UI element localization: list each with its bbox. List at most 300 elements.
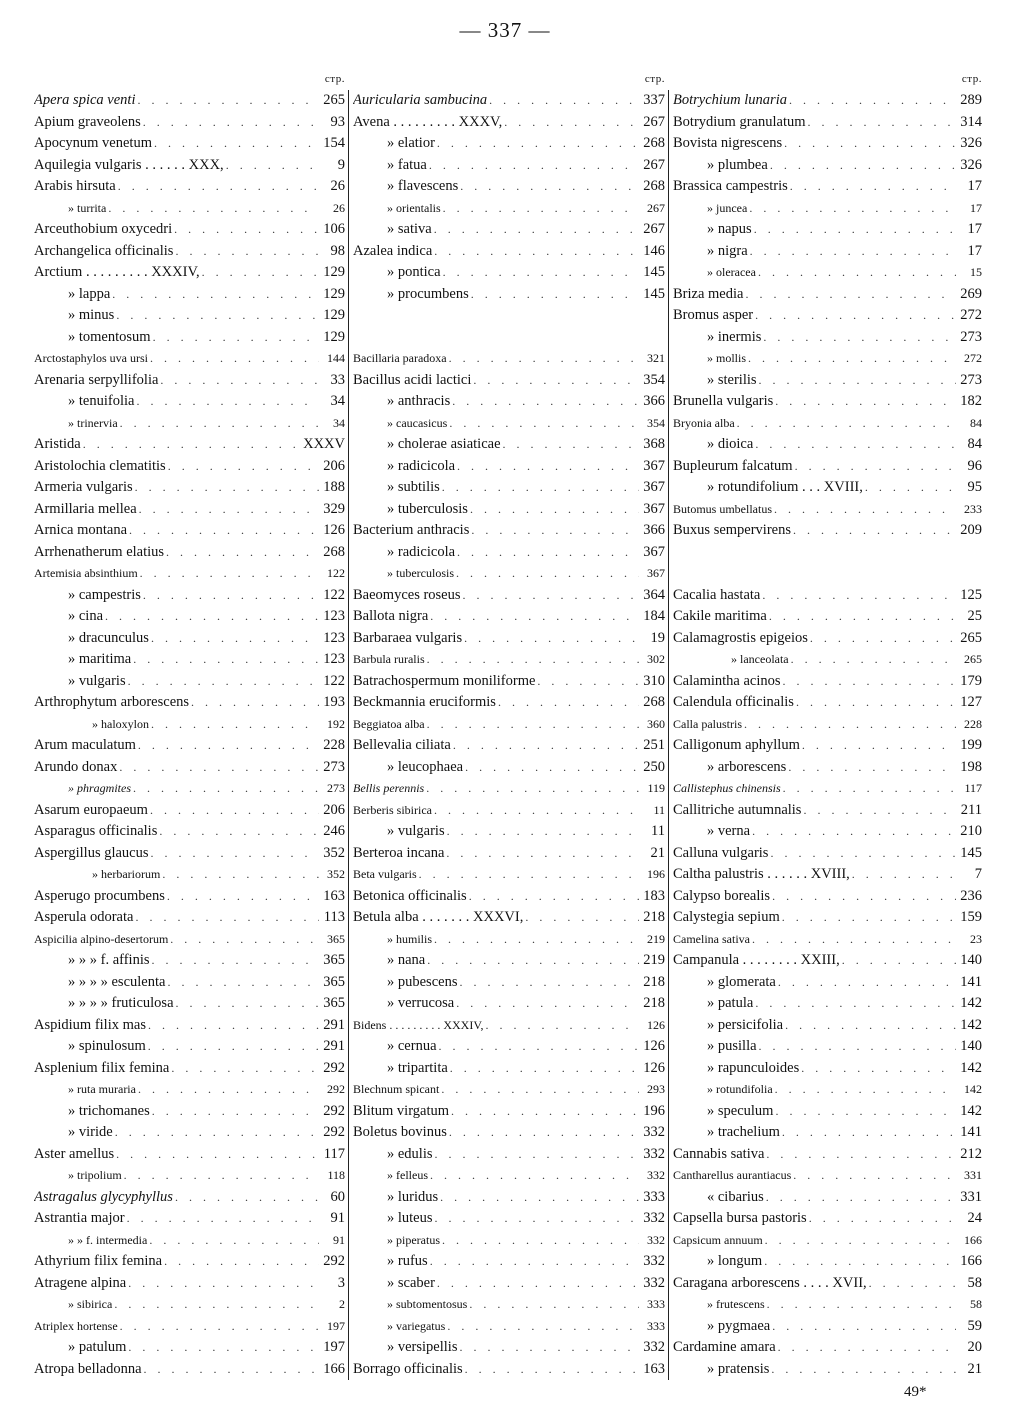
entry-page: 367 <box>643 543 665 560</box>
index-entry <box>34 585 345 607</box>
entry-term: » plumbea <box>707 156 768 173</box>
leader-dots <box>159 821 319 843</box>
index-entry <box>353 262 665 284</box>
entry-term: » lappa <box>68 285 111 302</box>
entry-term: » tuberculosis <box>387 500 468 517</box>
leader-dots <box>456 563 639 585</box>
entry-term: » cernua <box>387 1038 437 1054</box>
leader-dots <box>115 1122 319 1144</box>
index-entry <box>353 864 665 886</box>
index-entry <box>673 155 982 177</box>
index-entry <box>353 1144 665 1166</box>
index-entry <box>34 327 345 349</box>
entry-page: 117 <box>323 1145 345 1162</box>
entry-term: Caltha palustris . . . . . . XVIII, <box>673 866 850 882</box>
entry-page: 93 <box>330 113 345 130</box>
entry-term: » maritima <box>68 651 132 667</box>
index-entry <box>353 176 665 198</box>
leader-dots <box>785 1015 956 1037</box>
index-entry <box>353 391 665 413</box>
entry-term: Cacalia hastata <box>673 586 761 603</box>
index-entry <box>353 950 665 972</box>
index-entry <box>353 843 665 865</box>
leader-dots <box>191 692 319 714</box>
leader-dots <box>226 155 319 177</box>
leader-dots <box>471 520 639 542</box>
entry-page: 34 <box>330 393 345 409</box>
entry-term: Calypso borealis <box>673 887 771 904</box>
index-entry <box>353 499 665 521</box>
entry-page: 331 <box>964 1168 982 1182</box>
leader-dots <box>456 993 639 1015</box>
leader-dots <box>782 1122 956 1144</box>
entry-term: » variegatus <box>387 1318 446 1333</box>
leader-dots <box>129 520 319 542</box>
entry-term: » tomentosum <box>68 328 151 345</box>
leader-dots <box>869 1273 956 1295</box>
entry-term: Bromus asper <box>673 307 754 323</box>
index-entry <box>34 241 345 263</box>
entry-term: » inermis <box>707 328 762 345</box>
entry-term: » frutescens <box>707 1297 765 1311</box>
entry-term: Barbula ruralis <box>353 652 425 666</box>
entry-page: 326 <box>960 135 982 151</box>
entry-page: XXXV <box>303 436 345 452</box>
entry-page: 218 <box>643 973 665 990</box>
entry-term: Arenaria serpyllifolia <box>34 371 159 388</box>
leader-dots <box>744 714 956 736</box>
index-entry <box>673 305 982 327</box>
leader-dots <box>767 1294 956 1316</box>
entry-page: 228 <box>964 716 982 731</box>
index-entry <box>353 692 665 714</box>
index-entry <box>673 821 982 843</box>
entry-term: » vulgaris <box>68 672 126 689</box>
leader-dots <box>770 155 956 177</box>
entry-page: 321 <box>647 351 665 365</box>
entry-term: Beggiatoa alba <box>353 716 425 731</box>
index-entry <box>34 757 345 779</box>
entry-page: 367 <box>647 566 665 580</box>
index-entry <box>673 1208 982 1230</box>
leader-dots <box>783 671 956 693</box>
entry-page: 236 <box>960 887 982 904</box>
index-entry <box>673 735 982 757</box>
index-entry <box>673 585 982 607</box>
entry-term: » pusilla <box>707 1038 757 1054</box>
index-entry <box>353 542 665 564</box>
index-entry <box>673 1359 982 1381</box>
entry-term: Cakile maritima <box>673 608 767 624</box>
index-entry <box>353 671 665 693</box>
entry-page: 17 <box>967 242 982 259</box>
entry-term: » dioica <box>707 436 754 452</box>
entry-term: » dracunculus <box>68 629 149 646</box>
leader-dots <box>166 542 319 564</box>
leader-dots <box>759 1036 956 1058</box>
leader-dots <box>755 434 956 456</box>
index-entry <box>34 993 345 1015</box>
entry-page: 333 <box>643 1188 665 1205</box>
entry-term: Aristida <box>34 436 81 452</box>
entry-term: Armillaria mellea <box>34 500 137 517</box>
index-entry <box>673 370 982 392</box>
entry-page: 197 <box>323 1339 345 1355</box>
index-entry <box>353 585 665 607</box>
index-entry <box>673 1058 982 1080</box>
index-entry <box>34 1036 345 1058</box>
leader-dots <box>150 800 319 822</box>
entry-term: Aster amellus <box>34 1145 115 1162</box>
index-entry <box>673 434 982 456</box>
entry-term: » sterilis <box>707 371 757 388</box>
entry-page: 11 <box>651 823 665 839</box>
leader-dots <box>865 477 956 499</box>
entry-term: » pratensis <box>707 1360 770 1377</box>
index-entry <box>353 1165 665 1187</box>
entry-page: 96 <box>967 457 982 474</box>
index-entry <box>353 821 665 843</box>
index-entry <box>34 520 345 542</box>
leader-dots <box>771 1359 956 1381</box>
index-entry <box>34 1144 345 1166</box>
entry-page: 141 <box>960 973 982 990</box>
leader-dots <box>143 112 319 134</box>
entry-term: Asplenium filix femina <box>34 1059 170 1076</box>
index-entry <box>353 1101 665 1123</box>
entry-page: 142 <box>960 1102 982 1119</box>
index-entry <box>673 112 982 134</box>
index-entry <box>353 520 665 542</box>
entry-term: » rapunculoides <box>707 1059 800 1076</box>
entry-term: » sibirica <box>68 1297 113 1311</box>
entry-term: Arnica montana <box>34 522 128 538</box>
leader-dots <box>758 262 956 284</box>
index-entry <box>353 972 665 994</box>
leader-dots <box>791 649 956 671</box>
index-entry <box>34 735 345 757</box>
entry-page: 184 <box>643 608 665 624</box>
entry-term: » felleus <box>387 1168 428 1182</box>
leader-dots <box>128 671 319 693</box>
entry-term: Athyrium filix femina <box>34 1253 163 1269</box>
entry-term: Bacillus acidi lactici <box>353 371 472 388</box>
leader-dots <box>769 606 956 628</box>
entry-term: » anthracis <box>387 393 451 409</box>
entry-term: Bellis perennis <box>353 781 425 795</box>
leader-dots <box>453 735 639 757</box>
entry-page: 367 <box>643 500 665 517</box>
leader-dots <box>430 1251 639 1273</box>
page-column-header: стр. <box>961 73 982 85</box>
entry-term: » ruta muraria <box>68 1082 136 1096</box>
entry-term: Briza media <box>673 285 744 302</box>
entry-page: 354 <box>647 415 665 430</box>
index-entry <box>34 348 345 370</box>
entry-page: 265 <box>964 652 982 666</box>
leader-dots <box>120 413 319 435</box>
entry-term: Barbaraea vulgaris <box>353 629 463 646</box>
entry-page: 292 <box>323 1059 345 1076</box>
entry-term: » spinulosum <box>68 1038 146 1054</box>
entry-page: 332 <box>647 1232 665 1247</box>
index-entry <box>34 305 345 327</box>
index-entry <box>673 1015 982 1037</box>
index-entry <box>353 1208 665 1230</box>
index-entry <box>353 993 665 1015</box>
index-entry <box>353 907 665 929</box>
index-entry <box>34 434 345 456</box>
index-entry <box>353 735 665 757</box>
entry-page: 267 <box>643 113 665 130</box>
entry-term: » cholerae asiaticae <box>387 436 501 452</box>
index-entry <box>34 1337 345 1359</box>
entry-page: 267 <box>643 221 665 237</box>
entry-page: 127 <box>960 694 982 710</box>
leader-dots <box>489 90 639 112</box>
entry-page: 365 <box>323 952 345 968</box>
entry-page: 142 <box>960 1059 982 1076</box>
index-entry <box>673 262 982 284</box>
index-entry <box>34 413 345 435</box>
index-entry <box>673 950 982 972</box>
entry-term: » radicicola <box>387 457 456 474</box>
index-entry <box>34 456 345 478</box>
leader-dots <box>151 843 319 865</box>
entry-term: Brassica campestris <box>673 178 788 194</box>
entry-term: Boletus bovinus <box>353 1124 447 1140</box>
entry-page: 310 <box>643 672 665 689</box>
entry-page: 251 <box>643 737 665 753</box>
entry-term: Berteroa incana <box>353 844 445 861</box>
entry-term: Asarum europaeum <box>34 801 148 818</box>
index-entry <box>353 800 665 822</box>
index-entry <box>34 1294 345 1316</box>
entry-term: » luteus <box>387 1210 433 1226</box>
entry-page: 126 <box>643 1038 665 1054</box>
index-entry <box>673 456 982 478</box>
entry-page: 17 <box>967 221 982 237</box>
index-entry <box>673 133 982 155</box>
entry-page: 140 <box>960 1038 982 1054</box>
entry-page: 228 <box>323 737 345 753</box>
entry-page: 332 <box>643 1124 665 1140</box>
entry-page: 326 <box>960 156 982 173</box>
index-entry <box>34 907 345 929</box>
index-entry <box>353 1036 665 1058</box>
entry-page: 21 <box>650 844 665 861</box>
leader-dots <box>152 950 320 972</box>
leader-dots <box>124 1165 319 1187</box>
index-entry <box>673 886 982 908</box>
entry-page: 302 <box>647 652 665 666</box>
leader-dots <box>434 241 639 263</box>
entry-page: 250 <box>643 758 665 775</box>
index-entry <box>673 671 982 693</box>
index-entry <box>34 198 345 220</box>
entry-term: » campestris <box>68 586 141 603</box>
entry-term: Arabis hirsuta <box>34 178 116 194</box>
leader-dots <box>778 972 956 994</box>
leader-dots <box>434 929 639 951</box>
entry-page: 142 <box>964 1082 982 1096</box>
index-entry <box>34 176 345 198</box>
entry-page: 34 <box>333 415 345 430</box>
entry-term: » pubescens <box>387 973 458 990</box>
index-entry <box>353 628 665 650</box>
entry-page: 11 <box>653 802 665 817</box>
leader-dots <box>153 327 319 349</box>
index-entry <box>673 1187 982 1209</box>
entry-page: 182 <box>960 393 982 409</box>
entry-term: Asperugo procumbens <box>34 887 165 904</box>
leader-dots <box>764 1251 956 1273</box>
entry-term: Bellevalia ciliata <box>353 737 451 753</box>
entry-page: 21 <box>967 1360 982 1377</box>
leader-dots <box>176 993 319 1015</box>
entry-page: 292 <box>323 1253 345 1269</box>
entry-page: 129 <box>323 285 345 302</box>
entry-term: » radicicola <box>387 543 456 560</box>
entry-term: « cibarius <box>707 1188 764 1205</box>
index-entry <box>673 563 982 585</box>
leader-dots <box>802 735 956 757</box>
index-entry <box>34 1187 345 1209</box>
entry-page: 352 <box>323 844 345 861</box>
column-divider <box>348 90 349 1380</box>
leader-dots <box>447 1316 639 1338</box>
entry-page: 246 <box>323 823 345 839</box>
index-entry <box>34 671 345 693</box>
entry-page: 272 <box>964 351 982 365</box>
leader-dots <box>755 993 956 1015</box>
index-entry <box>673 714 982 736</box>
entry-page: 332 <box>643 1210 665 1226</box>
index-entry <box>34 1122 345 1144</box>
leader-dots <box>772 1316 956 1338</box>
signature-mark: 49* <box>904 1384 927 1400</box>
index-entry <box>34 1208 345 1230</box>
entry-page: 91 <box>333 1232 345 1247</box>
entry-page: 163 <box>323 887 345 904</box>
leader-dots <box>525 907 639 929</box>
index-entry <box>673 348 982 370</box>
entry-page: 354 <box>643 371 665 388</box>
entry-page: 219 <box>647 931 665 946</box>
leader-dots <box>457 456 639 478</box>
leader-dots <box>782 907 956 929</box>
entry-term: Armeria vulgaris <box>34 479 133 495</box>
index-entry <box>353 1230 665 1252</box>
leader-dots <box>430 606 639 628</box>
entry-page: 17 <box>970 200 982 215</box>
entry-page: 60 <box>330 1188 345 1205</box>
entry-page: 265 <box>960 629 982 646</box>
index-entry <box>353 757 665 779</box>
index-entry <box>353 90 665 112</box>
leader-dots <box>765 1230 956 1252</box>
leader-dots <box>441 1079 639 1101</box>
entry-page: 333 <box>647 1318 665 1333</box>
index-entry <box>673 1251 982 1273</box>
leader-dots <box>772 886 956 908</box>
entry-page: 196 <box>643 1102 665 1119</box>
index-entry <box>673 864 982 886</box>
entry-page: 268 <box>643 135 665 151</box>
leader-dots <box>504 112 639 134</box>
leader-dots <box>434 219 639 241</box>
entry-page: 9 <box>337 156 345 173</box>
leader-dots <box>430 1165 639 1187</box>
index-entry <box>353 284 665 306</box>
leader-dots <box>149 1230 319 1252</box>
entry-page: 219 <box>643 952 665 968</box>
index-entry <box>34 155 345 177</box>
entry-term: » tripartita <box>387 1059 448 1076</box>
leader-dots <box>170 929 319 951</box>
entry-term: » lanceolata <box>731 652 789 666</box>
entry-term: » viride <box>68 1124 113 1140</box>
entry-term: » luridus <box>387 1188 439 1205</box>
index-entry <box>34 542 345 564</box>
leader-dots <box>449 348 639 370</box>
entry-term: » fatua <box>387 156 427 173</box>
entry-page: 337 <box>643 92 665 108</box>
entry-page: 122 <box>323 672 345 689</box>
entry-page: 291 <box>323 1038 345 1054</box>
leader-dots <box>151 714 319 736</box>
entry-page: 267 <box>647 200 665 215</box>
entry-term: Asperula odorata <box>34 909 134 925</box>
leader-dots <box>766 1187 956 1209</box>
entry-term: Callistephus chinensis <box>673 781 781 795</box>
entry-term: Atropa belladonna <box>34 1360 142 1377</box>
index-entry <box>353 1122 665 1144</box>
entry-term: Bacillaria paradoxa <box>353 351 447 365</box>
entry-term: Bacterium anthracis <box>353 522 470 538</box>
entry-term: » humilis <box>387 931 433 946</box>
entry-term: » » f. intermedia <box>68 1232 148 1247</box>
entry-term: Aristolochia clematitis <box>34 457 166 474</box>
entry-page: 125 <box>960 586 982 603</box>
leader-dots <box>160 370 319 392</box>
leader-dots <box>775 1101 956 1123</box>
entry-page: 197 <box>327 1318 345 1333</box>
leader-dots <box>446 843 639 865</box>
entry-term: Beckmannia eruciformis <box>353 694 496 710</box>
entry-page: 122 <box>327 566 345 580</box>
entry-page: 166 <box>960 1253 982 1269</box>
index-entry <box>673 972 982 994</box>
entry-term: » scaber <box>387 1274 435 1291</box>
index-entry <box>353 606 665 628</box>
leader-dots <box>754 219 956 241</box>
leader-dots <box>116 305 319 327</box>
entry-term: Calla palustris <box>673 716 742 731</box>
index-entry <box>34 262 345 284</box>
entry-page: 289 <box>960 92 982 108</box>
index-entry <box>34 112 345 134</box>
entry-term: » trachelium <box>707 1124 780 1140</box>
entry-page: 233 <box>964 501 982 516</box>
entry-page: 212 <box>960 1145 982 1162</box>
leader-dots <box>793 520 956 542</box>
index-column-2 <box>353 68 665 1380</box>
entry-term: » persicifolia <box>707 1016 784 1033</box>
entry-page: 117 <box>964 781 982 795</box>
entry-term: » arborescens <box>707 758 787 775</box>
entry-page: 314 <box>960 113 982 130</box>
